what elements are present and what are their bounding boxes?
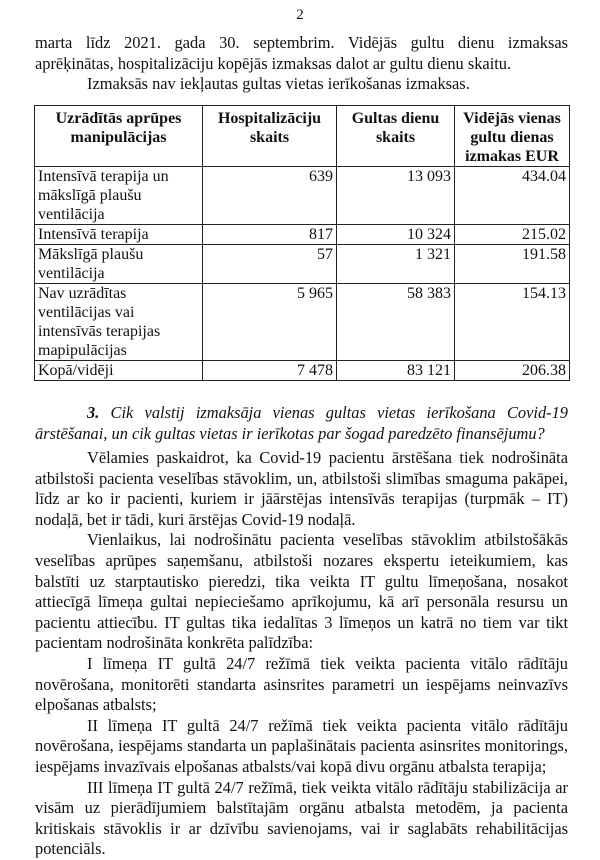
row-avg-cost: 154.13 — [455, 284, 570, 361]
row-bed-days: 10 324 — [337, 225, 455, 245]
question-text: Cik valstij izmaksāja vienas gultas vietas ierīkošana Covid-19 ārstēšanai, un cik gultas vietas ir ierīkotas par šogad paredzēto finansējumu? — [35, 403, 568, 443]
paragraph-level-2: II līmeņa IT gultā 24/7 režīmā tiek veikta pacienta vitālo rādītāju novērošana, iespējams standarta un paplašinātais pacienta asinsrites monitorings, iespējams invazīvais elpošanas atbalsts/vai kopā divu orgānu atbalsta terapija; — [35, 715, 568, 776]
row-bed-days: 13 093 — [337, 167, 455, 225]
row-label: Intensīvā terapija un mākslīgā plaušu ventilācija — [35, 167, 203, 225]
row-hospitalizations: 817 — [203, 225, 337, 245]
total-label: Kopā/vidēji — [35, 361, 203, 381]
header-avg-cost: Vidējās vienas gultu dienas izmakas EUR — [455, 106, 570, 167]
row-bed-days: 58 383 — [337, 284, 455, 361]
table-row — [35, 225, 570, 245]
intro-section — [35, 33, 568, 95]
intro-line-1: marta līdz 2021. gada 30. septembrim. Vidējās gultu dienu izmaksas — [35, 33, 568, 52]
table-total-row — [35, 361, 570, 381]
page-number: 2 — [296, 7, 304, 23]
header-bed-days: Gultas dienu skaits — [337, 106, 455, 167]
row-label: Mākslīgā plaušu ventilācija — [35, 245, 203, 284]
row-bed-days: 1 321 — [337, 245, 455, 284]
cost-table — [34, 105, 570, 381]
total-hospitalizations: 7 478 — [203, 361, 337, 381]
answer-section — [35, 448, 568, 860]
row-avg-cost: 434.04 — [455, 167, 570, 225]
table-row — [35, 167, 570, 225]
intro-line-3: Izmaksās nav iekļautas gultas vietas ierīkošanas izmaksas. — [87, 74, 470, 94]
row-hospitalizations: 57 — [203, 245, 337, 284]
question-section — [35, 403, 568, 444]
total-avg-cost: 206.38 — [455, 361, 570, 381]
row-label: Nav uzrādītas ventilācijas vai intensīvās terapijas mapipulācijas — [35, 284, 203, 361]
row-label: Intensīvā terapija — [35, 225, 203, 245]
header-manipulations: Uzrādītās aprūpes manipulācijas — [35, 106, 203, 167]
row-avg-cost: 191.58 — [455, 245, 570, 284]
paragraph-level-3: III līmeņa IT gultā 24/7 režīmā, tiek veikta vitālo rādītāju stabilizācija ar visām uz pierādījumiem balstītajām orgānu atbalsta metodēm, ja pacienta kritiskais stāvoklis ir ar dzīvību savienojams, vai ir saglabāts rehabilitācijas potenciāls. — [35, 777, 568, 859]
paragraph-it-levels: Vienlaikus, lai nodrošinātu pacienta veselības stāvoklim atbilstošākās veselības aprūpes saņemšanu, atbilstoši nozares ekspertu ieteikumiem, kas balstīti uz starptautisko pieredzi, tika veikta IT gultu līmeņošana, nosakot attiecīgā līmeņa gultai nepieciešamo aprīkojumu, kā arī personāla resursu un pacientu attiecību. IT gultas tika iedalītas 3 līmeņos un katrā no tiem var tikt pacientam nodrošināta konkrēta palīdzība: — [35, 530, 568, 653]
table-header-row — [35, 106, 570, 167]
table-row — [35, 245, 570, 284]
table-row — [35, 284, 570, 361]
header-hospitalizations: Hospitalizāciju skaits — [203, 106, 337, 167]
row-avg-cost: 215.02 — [455, 225, 570, 245]
total-bed-days: 83 121 — [337, 361, 455, 381]
row-hospitalizations: 639 — [203, 167, 337, 225]
paragraph-level-1: I līmeņa IT gultā 24/7 režīmā tiek veikta pacienta vitālo rādītāju novērošana, monitorēti standarta asinsrites parametri un iespējams neinvazīvs elpošanas atbalsts; — [35, 653, 568, 715]
question-number: 3. — [87, 403, 100, 422]
row-hospitalizations: 5 965 — [203, 284, 337, 361]
paragraph-covid-treatment: Vēlamies paskaidrot, ka Covid-19 pacientu ārstēšana tiek nodrošināta atbilstoši pacienta veselības stāvoklim, un, atbilstoši slimības smaguma pakāpei, līdz ar ko ir pacienti, kuriem ir jāārstējas intensīvās terapijas (turpmāk – IT) nodaļā, bet ir tādi, kuri ārstējas Covid-19 nodaļā. — [35, 448, 568, 529]
intro-line-2: aprēķinātas, hospitalizāciju kopējās izmaksas dalot ar gultu dienu skaitu. — [35, 53, 512, 73]
question-3 — [35, 403, 568, 444]
